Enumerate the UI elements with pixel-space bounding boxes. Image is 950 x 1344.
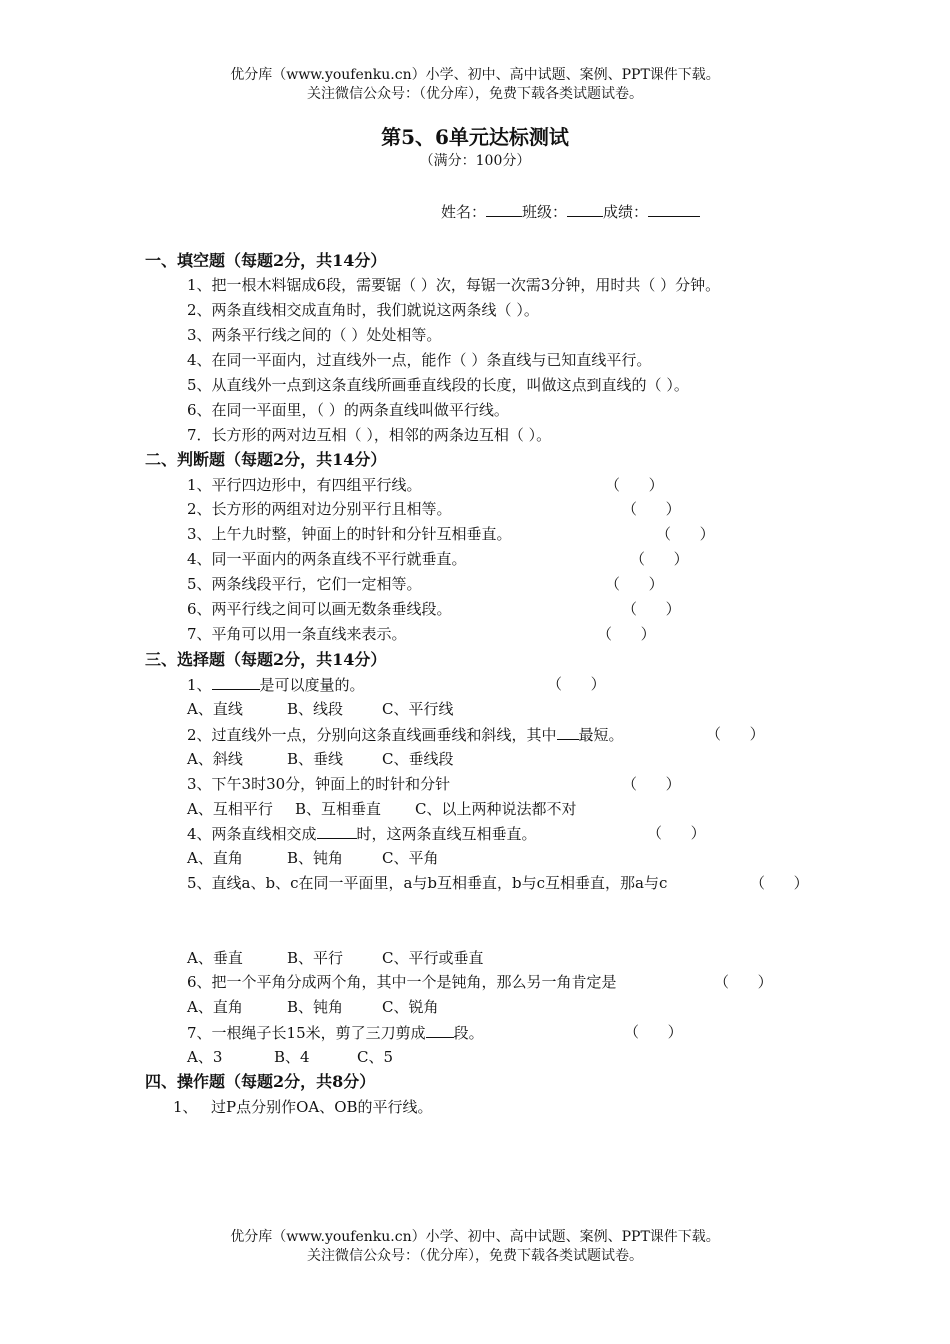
choice-answer-1[interactable]: （ ） (547, 675, 606, 693)
student-info (441, 202, 700, 221)
option-c[interactable]: C、平角 (382, 849, 439, 867)
choice-question-2: 2、过直线外一点，分别向这条直线画垂线和斜线，其中 最短。 (187, 726, 624, 744)
fill-question-4: 4、在同一平面内，过直线外一点，能作（ ）条直线与已知直线平行。 (187, 351, 652, 369)
operation-question-1 (173, 1098, 433, 1116)
option-a[interactable]: A、斜线 (187, 750, 243, 768)
choice-question-1: 1、 是可以度量的。 (187, 676, 365, 694)
fill-question-3: 3、两条平行线之间的（ ）处处相等。 (187, 326, 442, 344)
choice-answer-4[interactable]: （ ） (647, 824, 706, 842)
judge-answer-3[interactable]: （ ） (656, 525, 715, 543)
option-a[interactable]: A、互相平行 (187, 800, 273, 818)
score-label: 成绩： (603, 203, 649, 221)
choice-2-blank[interactable] (557, 725, 579, 740)
footer-line-2: 关注微信公众号：（优分库），免费下载各类试题试卷。 (307, 1248, 643, 1264)
choice-answer-7[interactable]: （ ） (624, 1023, 683, 1041)
judge-question-6: 6、两平行线之间可以画无数条垂线段。 (187, 600, 452, 618)
class-label: 班级： (522, 203, 568, 221)
fill-question-6: 6、在同一平面里，（ ）的两条直线叫做平行线。 (187, 401, 509, 419)
judge-question-4: 4、同一平面内的两条直线不平行就垂直。 (187, 550, 467, 568)
class-blank[interactable] (567, 202, 603, 217)
choice-options-2 (187, 750, 453, 768)
choice-answer-3[interactable]: （ ） (622, 775, 681, 793)
choice-4-blank[interactable] (317, 824, 357, 839)
option-a[interactable]: A、直角 (187, 998, 243, 1016)
judge-question-5: 5、两条线段平行，它们一定相等。 (187, 575, 422, 593)
option-c[interactable]: C、以上两种说法都不对 (415, 800, 577, 818)
fill-question-7: 7．长方形的两对边互相（ ），相邻的两条边互相（ ）。 (187, 426, 552, 444)
choice-options-1 (187, 700, 453, 718)
operation-number: 1、 (173, 1098, 198, 1116)
fill-question-1: 1、把一根木料锯成6段，需要锯（ ）次，每锯一次需3分钟，用时共（ ）分钟。 (187, 276, 721, 294)
judge-question-2: 2、长方形的两组对边分别平行且相等。 (187, 500, 452, 518)
option-a[interactable]: A、垂直 (187, 949, 243, 967)
operation-text: 过P点分别作OA、OB的平行线。 (211, 1098, 433, 1116)
judge-question-1: 1、平行四边形中，有四组平行线。 (187, 476, 422, 494)
option-b[interactable]: B、钝角 (287, 998, 344, 1016)
header-line-1: 优分库（www.youfenku.cn）小学、初中、高中试题、案例、PPT课件下载。 (230, 67, 720, 83)
option-a[interactable]: A、直线 (187, 700, 243, 718)
option-b[interactable]: B、互相垂直 (295, 800, 382, 818)
choice-question-5: 5、直线a、b、c在同一平面里，a与b互相垂直，b与c互相垂直，那a与c (187, 874, 668, 892)
option-b[interactable]: B、垂线 (287, 750, 344, 768)
choice-options-7 (187, 1048, 393, 1066)
choice-answer-6[interactable]: （ ） (714, 973, 773, 991)
fill-question-2: 2、两条直线相交成直角时，我们就说这两条线（ ）。 (187, 301, 539, 319)
judge-answer-7[interactable]: （ ） (597, 625, 656, 643)
option-c[interactable]: C、垂线段 (382, 750, 454, 768)
name-label: 姓名： (441, 203, 487, 221)
footer-line-1: 优分库（www.youfenku.cn）小学、初中、高中试题、案例、PPT课件下载。 (230, 1229, 720, 1245)
header-line-2: 关注微信公众号：（优分库），免费下载各类试题试卷。 (307, 86, 643, 102)
option-b[interactable]: B、钝角 (287, 849, 344, 867)
option-a[interactable]: A、3 (187, 1048, 223, 1066)
choice-options-5 (187, 949, 483, 967)
choice-question-6: 6、把一个平角分成两个角，其中一个是钝角，那么另一角肯定是 (187, 973, 617, 991)
option-b[interactable]: B、4 (274, 1048, 310, 1066)
fill-question-5: 5、从直线外一点到这条直线所画垂直线段的长度，叫做这点到直线的（ ）。 (187, 376, 689, 394)
page-subtitle: （满分：100分） (419, 153, 531, 169)
judge-answer-2[interactable]: （ ） (622, 500, 681, 518)
option-b[interactable]: B、线段 (287, 700, 344, 718)
judge-answer-6[interactable]: （ ） (622, 600, 681, 618)
option-c[interactable]: C、平行线 (382, 700, 454, 718)
section-3-heading: 三、选择题（每题2分，共14分） (145, 650, 387, 669)
section-4-heading: 四、操作题（每题2分，共8分） (145, 1072, 376, 1091)
score-blank[interactable] (648, 202, 700, 217)
choice-question-3: 3、下午3时30分，钟面上的时针和分针 (187, 775, 451, 793)
choice-7-blank[interactable] (426, 1023, 454, 1038)
option-b[interactable]: B、平行 (287, 949, 344, 967)
option-a[interactable]: A、直角 (187, 849, 243, 867)
page-title: 第5、6单元达标测试 (381, 125, 569, 149)
choice-options-3 (187, 800, 576, 818)
name-blank[interactable] (486, 202, 522, 217)
option-c[interactable]: C、锐角 (382, 998, 439, 1016)
choice-options-6 (187, 998, 438, 1016)
option-c[interactable]: C、5 (357, 1048, 394, 1066)
option-c[interactable]: C、平行或垂直 (382, 949, 484, 967)
choice-question-4: 4、两条直线相交成 时，这两条直线互相垂直。 (187, 825, 537, 843)
choice-1-blank[interactable] (212, 675, 260, 690)
judge-question-3: 3、上午九时整，钟面上的时针和分针互相垂直。 (187, 525, 512, 543)
choice-options-4 (187, 849, 438, 867)
section-2-heading: 二、判断题（每题2分，共14分） (145, 450, 387, 469)
judge-answer-5[interactable]: （ ） (605, 575, 664, 593)
judge-answer-1[interactable]: （ ） (605, 476, 664, 494)
judge-question-7: 7、平角可以用一条直线来表示。 (187, 625, 407, 643)
section-1-heading: 一、填空题（每题2分，共14分） (145, 251, 387, 270)
choice-answer-2[interactable]: （ ） (706, 725, 765, 743)
choice-question-7: 7、一根绳子长15米，剪了三刀剪成 段。 (187, 1024, 484, 1042)
judge-answer-4[interactable]: （ ） (630, 550, 689, 568)
choice-answer-5[interactable]: （ ） (750, 874, 809, 892)
